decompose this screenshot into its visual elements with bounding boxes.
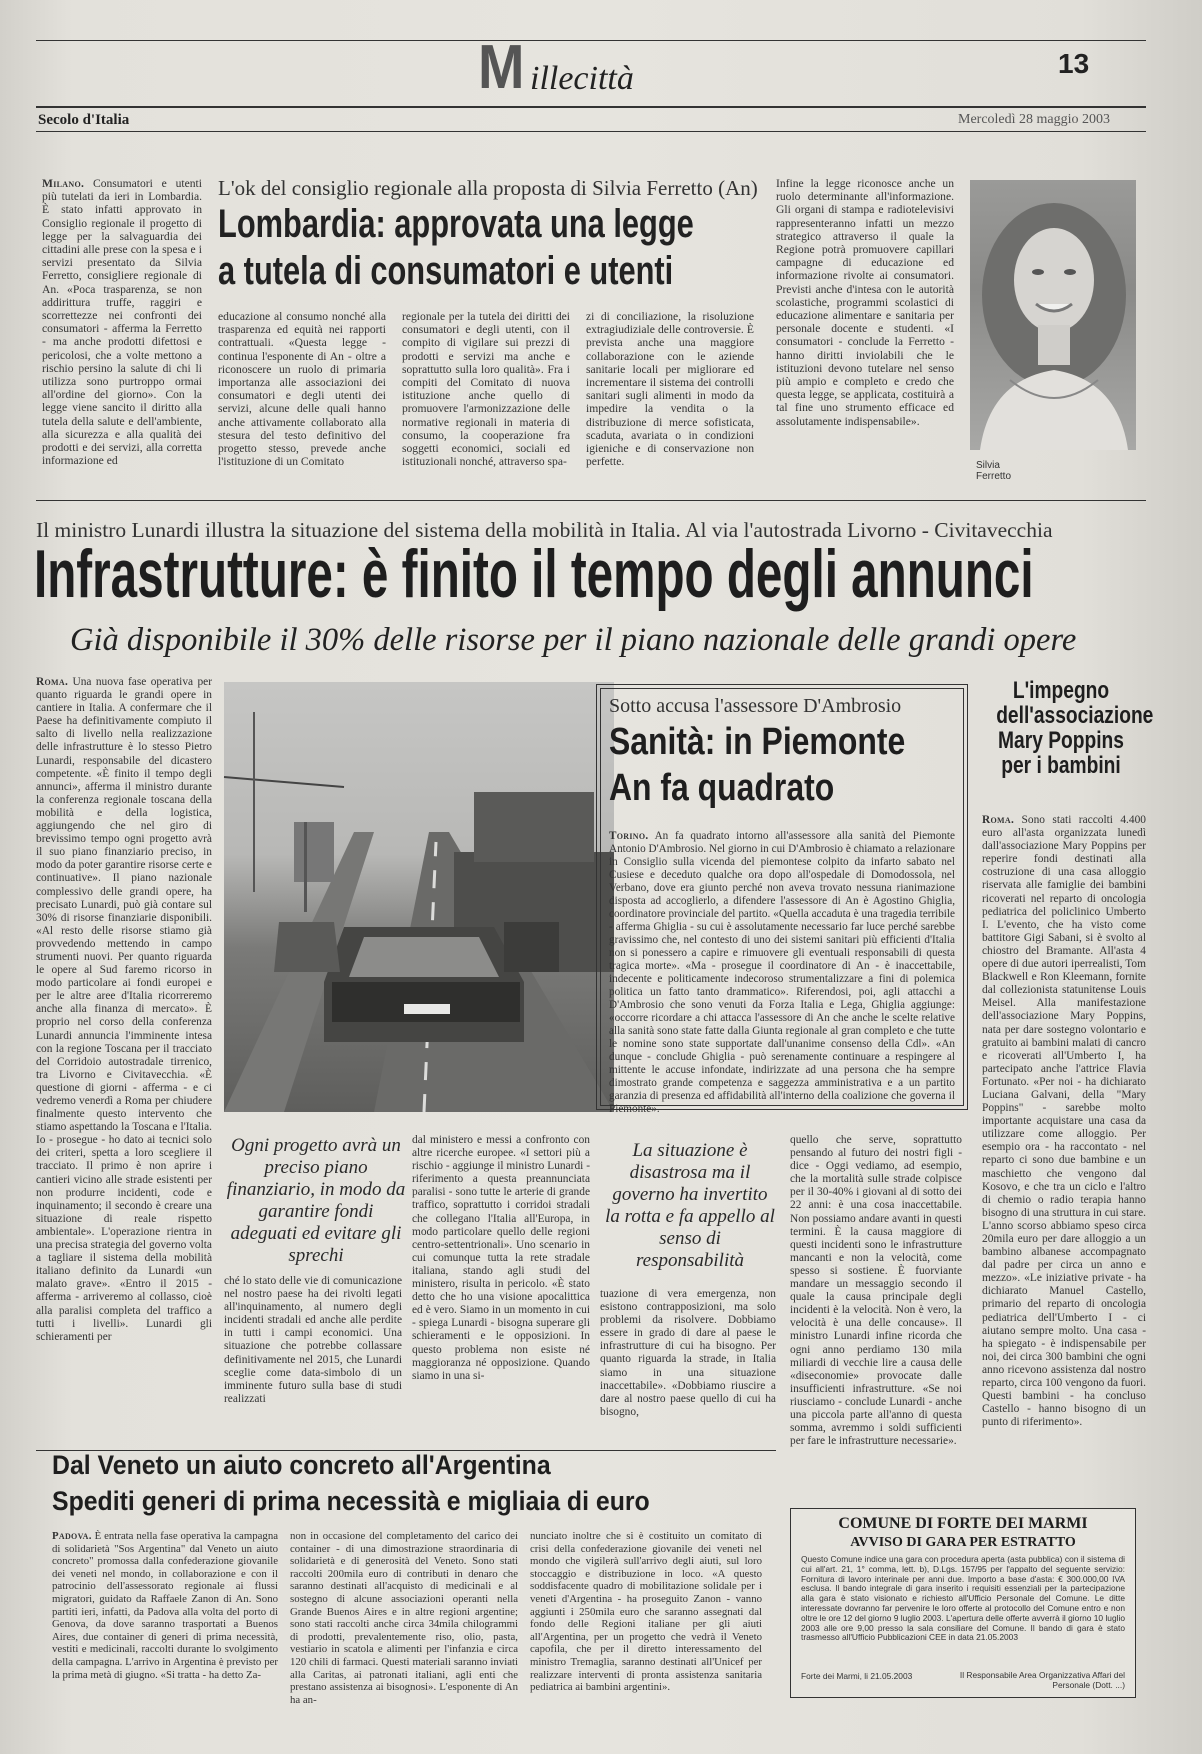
article-sanita-box	[596, 684, 968, 1115]
article-lombardia-col4: zi di conciliazione, la risoluzione extragiudiziale delle controversie. È prevista anche una maggiore collaborazione con le aziende sanitarie locali per migliorare ed incrementare il sistema dei controlli sanitari sugli alimenti in modo da impedire la vendita o la distribuzione di merce sofisticata, scaduta, avariata o in condizioni igieniche e di conservazione non perfette.	[586, 310, 754, 469]
section-title: M illecittà	[478, 33, 634, 102]
article-veneto-headline-2: Spediti generi di prima necessità e migliaia di euro	[52, 1486, 650, 1516]
article-infrastrutture-subheadline: Già disponibile il 30% delle risorse per il piano nazionale delle grandi opere	[70, 622, 1077, 658]
article-text: An fa quadrato intorno all'assessore alla sanità del Piemonte Antonio D'Ambrosio. Nel giorno in cui D'Ambrosio è chiamato a relazionare in Consiglio sulla vicenda del piemontese colpito da infarto sabato nel Cusiese e deceduto qualche ora dopo all'ospedale di Domodossola, nel Verbano, dove era giunto perché non aveva trovato nessuna rianimazione disposta ad accoglierlo, a difendere l'assessore di An è Agostino Ghiglia, coordinatore provinciale del partito. «Quella accaduta è una tragedia terribile - afferma Ghiglia - su cui è assolutamente necessario far luce perché sarebbe gravissimo che, nel contesto di uno dei sistemi sanitari più efficienti d'Italia non si ponessero a capire e rimuovere gli eventuali responsabili di questa tragica morte». «Ma - prosegue il coordinatore di An - è inaccettabile, indecente e politicamente indecoroso strumentalizzare a fini di polemica politica un fatto tanto drammatico». Riferendosi, poi, agli attacchi a D'Ambrosio che sono venuti da Forza Italia e Lega, Ghiglia aggiunge: «occorre ricordare a chi attacca l'assessore di An che anche le scelte relative alla sanità sono state fatte dalla Giunta regionale al gran completo e che tutte le nomine sono state supportate dall'unanime consenso della Cdl». «An dunque - conclude Ghiglia - può serenamente continuare a respingere al mittente le accuse infondate, indirizzate ad una persona che ha sempre dimostrato grande competenza e saggezza amministrativa e a un partito garanzia di presenza ed affidabilità all'interno della coalizione che governa il Piemonte».	[609, 830, 955, 1115]
article-infrastrutture-col1	[36, 676, 212, 1446]
article-marypoppins-body	[982, 814, 1146, 1504]
page-number: 13	[1058, 48, 1090, 79]
article-infrastrutture-col2: ché lo stato delle vie di comunicazione nel nostro paese ha dei rivolti legati all'inquinamento, al numero degli incidenti stradali ed anche alle perdite in tutti i campi economici. Una situazione che potrebbe collassare definitivamente nel 2015, che Lunardi sceglie come data-simbolo di un imminente futuro sulla base di studi realizzati	[224, 1275, 402, 1405]
notice-body: Questo Comune indice una gara con procedura aperta (asta pubblica) con il sistema di cui all'art. 21, 1° comma, lett. b), D.Lgs. 157/95 per l'appalto del seguente servizio: Fornitura di lavoro interinale per anni due. Importo a base d'asta: € 300.000,00 IVA esclusa. Il bando integrale di gara inserito i requisiti essenziali per la partecipazione alla gara è stato visionato e richiesto all'Ufficio Personale del Comune. Le ditte interessate dovranno far pervenire le loro offerte al protocollo del Comune entro e non oltre le ore 12 del giorno 9 luglio 2003. L'apertura delle offerte avverrà il giorno 10 luglio 2003 alle ore 9,00 presso la sala consiliare del Comune. Il bando di gara è stato trasmesso all'Ufficio Pubblicazioni CEE in data 21.05.2003	[801, 1554, 1125, 1643]
section-title-text: illecittà	[530, 60, 634, 97]
article-marypoppins-headline-4: per i bambini	[1001, 752, 1121, 779]
section-rule-1	[36, 500, 1146, 501]
article-lombardia-kicker: L'ok del consiglio regionale alla proposta di Silvia Ferretto (An)	[218, 176, 758, 200]
article-text: Una nuova fase operativa per quanto riguarda le grandi opere in cantiere in Italia. A confermare che il Paese ha definitivamente compiuto il salto di livello nella realizzazione delle infrastrutture è lo stesso Pietro Lunardi, responsabile del dicastero competente. «È finito il tempo degli annunci», afferma il ministro durante la conferenza regionale toscana della mobilità e della logistica, aggiungendo che nel giro di brevissimo tempo ogni progetto avrà il suo piano finanziario preciso, in modo da poter garantire risorse certe e continuative». Il piano nazionale complessivo delle grandi opere, ha precisato Lunardi, può già contare sul 30% di risorse finanziarie disponibili. «Al resto delle risorse stiamo già provvedendo mettendo in campo strumenti nuovi. Per quanto riguarda le opere al Sud faremo ricorso in modo particolare ai fondi europei e per le altre aree d'Italia ricorreremo anche alla finanza di mercato». È proprio nel corso della conferenza Lunardi annuncia l'imminente intesa con la regione Toscana per il tracciato del Corridoio autostradale tirrenico, tra Livorno e Civitavecchia. «È questione di giorni - afferma - e ci vedremo venerdì a Roma per chiudere finalmente questo intervento che stiamo aspettando la Toscana e l'Italia. Io - prosegue - ho dato ai tecnici solo dei criteri, spetta a loro scegliere il tracciato. Il primo è non aprire i cantieri vicino alle strade esistenti per non produrre incidenti, code e inquinamento; il secondo è creare una situazione di reale rispetto ambientale». L'operazione rientra in una precisa strategia del governo volta a tagliare il sistema della mobilità italiano definito da Lunardi «un malato grave». «Entro il 2015 - afferma - arriveremo al collasso, cioè alla paralisi completa del traffico a tutti i livelli». Lunardi gli schieramenti per	[36, 676, 212, 1343]
notice-footer-left: Forte dei Marmi, li 21.05.2003	[801, 1671, 913, 1681]
article-text: Sono stati raccolti 4.400 euro all'asta organizzata lunedì dall'associazione Mary Poppins per reperire fondi destinati alla costruzione di una casa alloggio riservata alle famiglie dei bambini ricoverati nel reparto di oncologia pediatrica del policlinico Umberto I. L'evento, che ha visto come battitore Gigi Sabani, si è svolto al chiostro del Bramante. All'asta 4 opere di due autori iperrealisti, Tom Blackwell e Ron Kleemann, fornite dal collezionista statunitense Louis Meisel. Alla manifestazione dell'associazione Mary Poppins, nata per dare sostegno volontario e gratuito ai bambini malati di cancro e ricoverati all'Umberto I, ha partecipato anche l'attrice Flavia Fortunato. «Per noi - ha dichiarato Luciana Galvani, della "Mary Poppins" - sarebbe molto importante acquistare una casa da utilizzare come alloggio. Per esempio ora - ha raccontato - nel reparto ci sono due bambine e un maschietto che vengono dal Kosovo, e che tra un ciclo e l'altro di chemio o radio terapia hanno bisogno di una struttura in cui stare. L'anno scorso abbiamo speso circa 20mila euro per dare alloggio a un bambino albanese accompagnato dal padre per circa un anno e mezzo». «Le iniziative private - ha dichiarato Manuel Castello, primario del reparto di oncologia pediatrica dell'Umberto I - ci aiutano sempre molto. Una casa - ha spiegato - è indispensabile per noi, dei circa 300 bambini che ogni anno ricevono assistenza dal nostro reparto, circa 100 vengono da fuori. Questi bambini - ha concluso Castello - hanno bisogno di un punto di riferimento».	[982, 814, 1146, 1429]
notice-footer-right: Il Responsabile Area Organizzativa Affari del Personale (Dott. ...)	[959, 1670, 1125, 1690]
article-lombardia-headline-2: a tutela di consumatori e utenti	[218, 249, 674, 293]
pull-quote-1: Ogni progetto avrà un preciso piano finanziario, in modo da garantire fondi adeguati ed evitare gli sprechi	[226, 1135, 406, 1266]
highway-illustration	[224, 682, 614, 1112]
portrait-photo	[970, 180, 1136, 450]
newspaper-name: Secolo d'Italia	[38, 112, 130, 128]
article-text: È entrata nella fase operativa la campagna di solidarietà "Sos Argentina" dal Veneto un aiuto concreto" promossa dalla confederazione giovanile dei veneti nel mondo, in collaborazione e con il patrocinio dell'assessorato regionale ai flussi migratori, guidato da Raffaele Zanon di An. Sono partiti ieri, infatti, da Padova alla volta del porto di Genova, da dove saranno trasportati a Buenos Aires, due container di generi di prima necessità, vestiti e medicinali, raccolti durante lo svolgimento della campagna. L'arrivo in Argentina è previsto per la prima metà di giugno. «Si tratta - ha detto Za-	[52, 1530, 279, 1681]
article-sanita-kicker: Sotto accusa l'assessore D'Ambrosio	[609, 695, 902, 717]
article-lombardia-col1	[42, 177, 202, 479]
notice-title: COMUNE DI FORTE DEI MARMI	[838, 1515, 1088, 1532]
article-infrastrutture-kicker: Il ministro Lunardi illustra la situazione del sistema della mobilità in Italia. Al via l'autostrada Livorno - Civitavecchia	[36, 518, 1053, 542]
article-infrastrutture-col3: dal ministero e messi a confronto con altre ricerche europee. «I settori più a rischio - aggiunge il ministro Lunardi - riferimento a questa preannunciata paralisi - sono tutte le arterie di grande traffico, soprattutto i corridoi stradali che collegano l'Italia all'Europa, in modo particolare quello delle regioni centro-settentrionali». Uno scenario in cui comunque tutta la rete stradale italiana, stando agli studi del ministero, risulta in pericolo. «È stato detto che ho una visione apocalittica ed è vero. Siamo in un momento in cui - spiega Lunardi - bisogna superare gli schieramenti e le opposizioni. In questo problema non esiste né maggioranza né opposizione. Quando siamo in una si-	[412, 1134, 590, 1382]
dateline: Roma.	[982, 814, 1015, 826]
dateline: Padova.	[52, 1530, 92, 1542]
article-veneto-col2: non in occasione del completamento del carico dei container - di una dimostrazione straordinaria di solidarietà e di generosità del Veneto. Sono stati raccolti 200mila euro di contributi in denaro che saranno destinati all'acquisto di medicinali e al sostegno di alcune associazioni operanti nella Grande Buenos Aires e in altre regioni argentine; sono stati raccolti anche circa 34mila chilogrammi di prodotti, prevalentemente riso, olio, pasta, vestiario in scatola e alimenti per l'infanzia e circa 120 chili di farmaci. Questi materiali saranno inviati alla Caritas, ai patronati italiani, agli enti che prestano assistenza ai bisognosi». L'esponente di An ha an-	[290, 1530, 518, 1706]
article-sanita-headline-1: Sanità: in Piemonte	[609, 721, 906, 763]
article-sanita-body	[609, 830, 955, 1115]
article-lombardia-headline-1: Lombardia: approvata una legge	[218, 202, 694, 246]
article-marypoppins-headline-3: Mary Poppins	[998, 727, 1124, 754]
pull-quote-2: La situazione è disastrosa ma il governo ha invertito la rotta e fa appello al senso di responsabilità	[605, 1140, 775, 1271]
article-lombardia-col3: regionale per la tutela dei diritti dei consumatori e degli utenti, con il compito di vigilare sui prezzi di prodotti e servizi ma anche e soprattutto sulla loro qualità». Fra i compiti del Comitato di nuova istituzione anche quello di promuovere l'armonizzazione delle normative regionali in materia di consumo, la cooperazione fra soggetti economici, sociali ed istituzionali nonché, attraverso spa-	[402, 310, 570, 469]
dateline: Milano.	[42, 177, 85, 190]
masthead-bottom-rule	[36, 131, 1146, 132]
article-infrastrutture-col4: tuazione di vera emergenza, non esistono contrapposizioni, ma solo problemi da risolvere. Dobbiamo essere in grado di dare al paese le infrastrutture di cui ha bisogno. Per quanto riguarda la strade, in Italia siamo in una situazione inaccettabile». «Dobbiamo riuscire a dare al nostro paese quello di cui ha bisogno,	[600, 1288, 776, 1418]
article-marypoppins-headline-2: dell'associazione	[996, 702, 1154, 729]
masthead-top-rule	[36, 40, 1146, 41]
article-sanita-headline-2: An fa quadrato	[609, 767, 835, 809]
public-notice-box	[790, 1508, 1136, 1698]
issue-date: Mercoledì 28 maggio 2003	[958, 112, 1111, 127]
article-infrastrutture-headline: Infrastrutture: è finito il tempo degli annunci	[34, 536, 1034, 612]
article-infrastrutture-col5: quello che serve, soprattutto pensando al futuro dei nostri figli - dice - Oggi vediamo, ad esempio, che la mortalità sulle strade colpisce per il 30-40% i giovani al di sotto dei 22 anni: è una cosa inaccettabile. Non possiamo andare avanti in questi termini. È la causa maggiore di questi incidenti sono le infrastrutture mancanti e non la velocità, come spesso si sostiene. È fuorviante mandare un messaggio secondo il quale la causa principale degli incidenti è la velocità. Non è vero, la velocità è una delle concause». Il ministro Lunardi infine ricorda che ogni anno perdiamo 130 mila miliardi di vecchie lire a causa delle «diseconomie» provocate dalle insufficienti infrastrutture. «Se noi riusciamo - conclude Lunardi - anche una piccola parte all'anno di questa somma, avremmo i soldi sufficienti per fare le infrastrutture necessarie».	[790, 1134, 962, 1448]
article-veneto-col3: nunciato inoltre che si è costituito un comitato di crisi della confederazione giovanile dei veneti nel mondo che vigilerà sull'arrivo degli aiuti, sul loro stoccaggio e distribuzione in loco. «A questo soddisfacente quadro di mobilitazione solidale per i veneti d'Argentina - ha proseguito Zanon - vanno aggiunti i 250mila euro che saranno assegnati dal fondo delle Regioni italiane per gli aiuti all'Argentina, per un progetto che vedrà il Veneto capofila, che per il diretto interessamento del ministro Tremaglia, saranno destinati all'Unicef per realizzare interventi di pronta assistenza sanitaria pediatrica ai bambini argentini».	[530, 1530, 762, 1694]
highway-photo	[224, 682, 614, 1112]
article-lombardia-col5: Infine la legge riconosce anche un ruolo determinante all'informazione. Gli organi di stampa e radiotelevisivi rappresenteranno infatti un mezzo strategico attraverso il quale la Regione potrà promuovere capillari campagne di educazione ed informazione rivolte ai consumatori. Previsti anche d'intesa con le autorità scolastiche, programmi scolastici di educazione alimentare e sanitaria per personale docente e studenti. «I consumatori - conclude la Ferretto - hanno diritti inviolabili che le istituzioni devono tutelare nel senso più ampio e completo e credo che questa legge, se applicata, costituirà a tal fine uno strumento efficace ed assolutamente indispensabile».	[776, 177, 954, 428]
portrait-illustration	[970, 180, 1136, 450]
portrait-caption: Silvia Ferretto	[976, 460, 1012, 482]
article-marypoppins-headline	[980, 677, 1154, 779]
article-marypoppins-headline-1: L'impegno	[1012, 677, 1110, 704]
dateline: Torino.	[609, 830, 649, 842]
masthead-rule	[36, 106, 1146, 108]
notice-subtitle: AVVISO DI GARA PER ESTRATTO	[850, 1535, 1076, 1550]
article-veneto-col1	[52, 1530, 278, 1702]
article-text: Consumatori e utenti più tutelati da ieri in Lombardia. È stato infatti approvato in Consiglio regionale il progetto di legge per la salvaguardia dei cittadini alle prese con la spesa e i servizi presentato da Silvia Ferretto, consigliere regionale di An. «Poca trasparenza, se non addirittura truffe, raggiri e scorrettezze nei confronti dei consumatori - afferma la Ferretto - ma anche prodotti difettosi e pericolosi, che a volte mettono a rischio persino la salute di chi li utilizza sono purtroppo ormai all'ordine del giorno». Con la legge viene sancito il diritto alla tutela della salute e dell'ambiente, alla sicurezza e alla qualità dei prodotti e dei servizi, alla corretta informazione ed	[42, 177, 202, 468]
article-veneto-headline-1: Dal Veneto un aiuto concreto all'Argentina	[52, 1450, 551, 1480]
article-lombardia-col2: educazione al consumo nonché alla trasparenza ed equità nei rapporti contrattuali. «Questa legge - continua l'esponente di An - oltre a riconoscere un ruolo di primaria importanza alle associazioni dei consumatori e degli utenti dei servizi, alcune delle quali hanno anche attivamente collaborato alla stesura del testo definitivo del progetto stesso, prevede anche l'istituzione di un Comitato	[218, 310, 386, 469]
dateline: Roma.	[36, 676, 69, 688]
